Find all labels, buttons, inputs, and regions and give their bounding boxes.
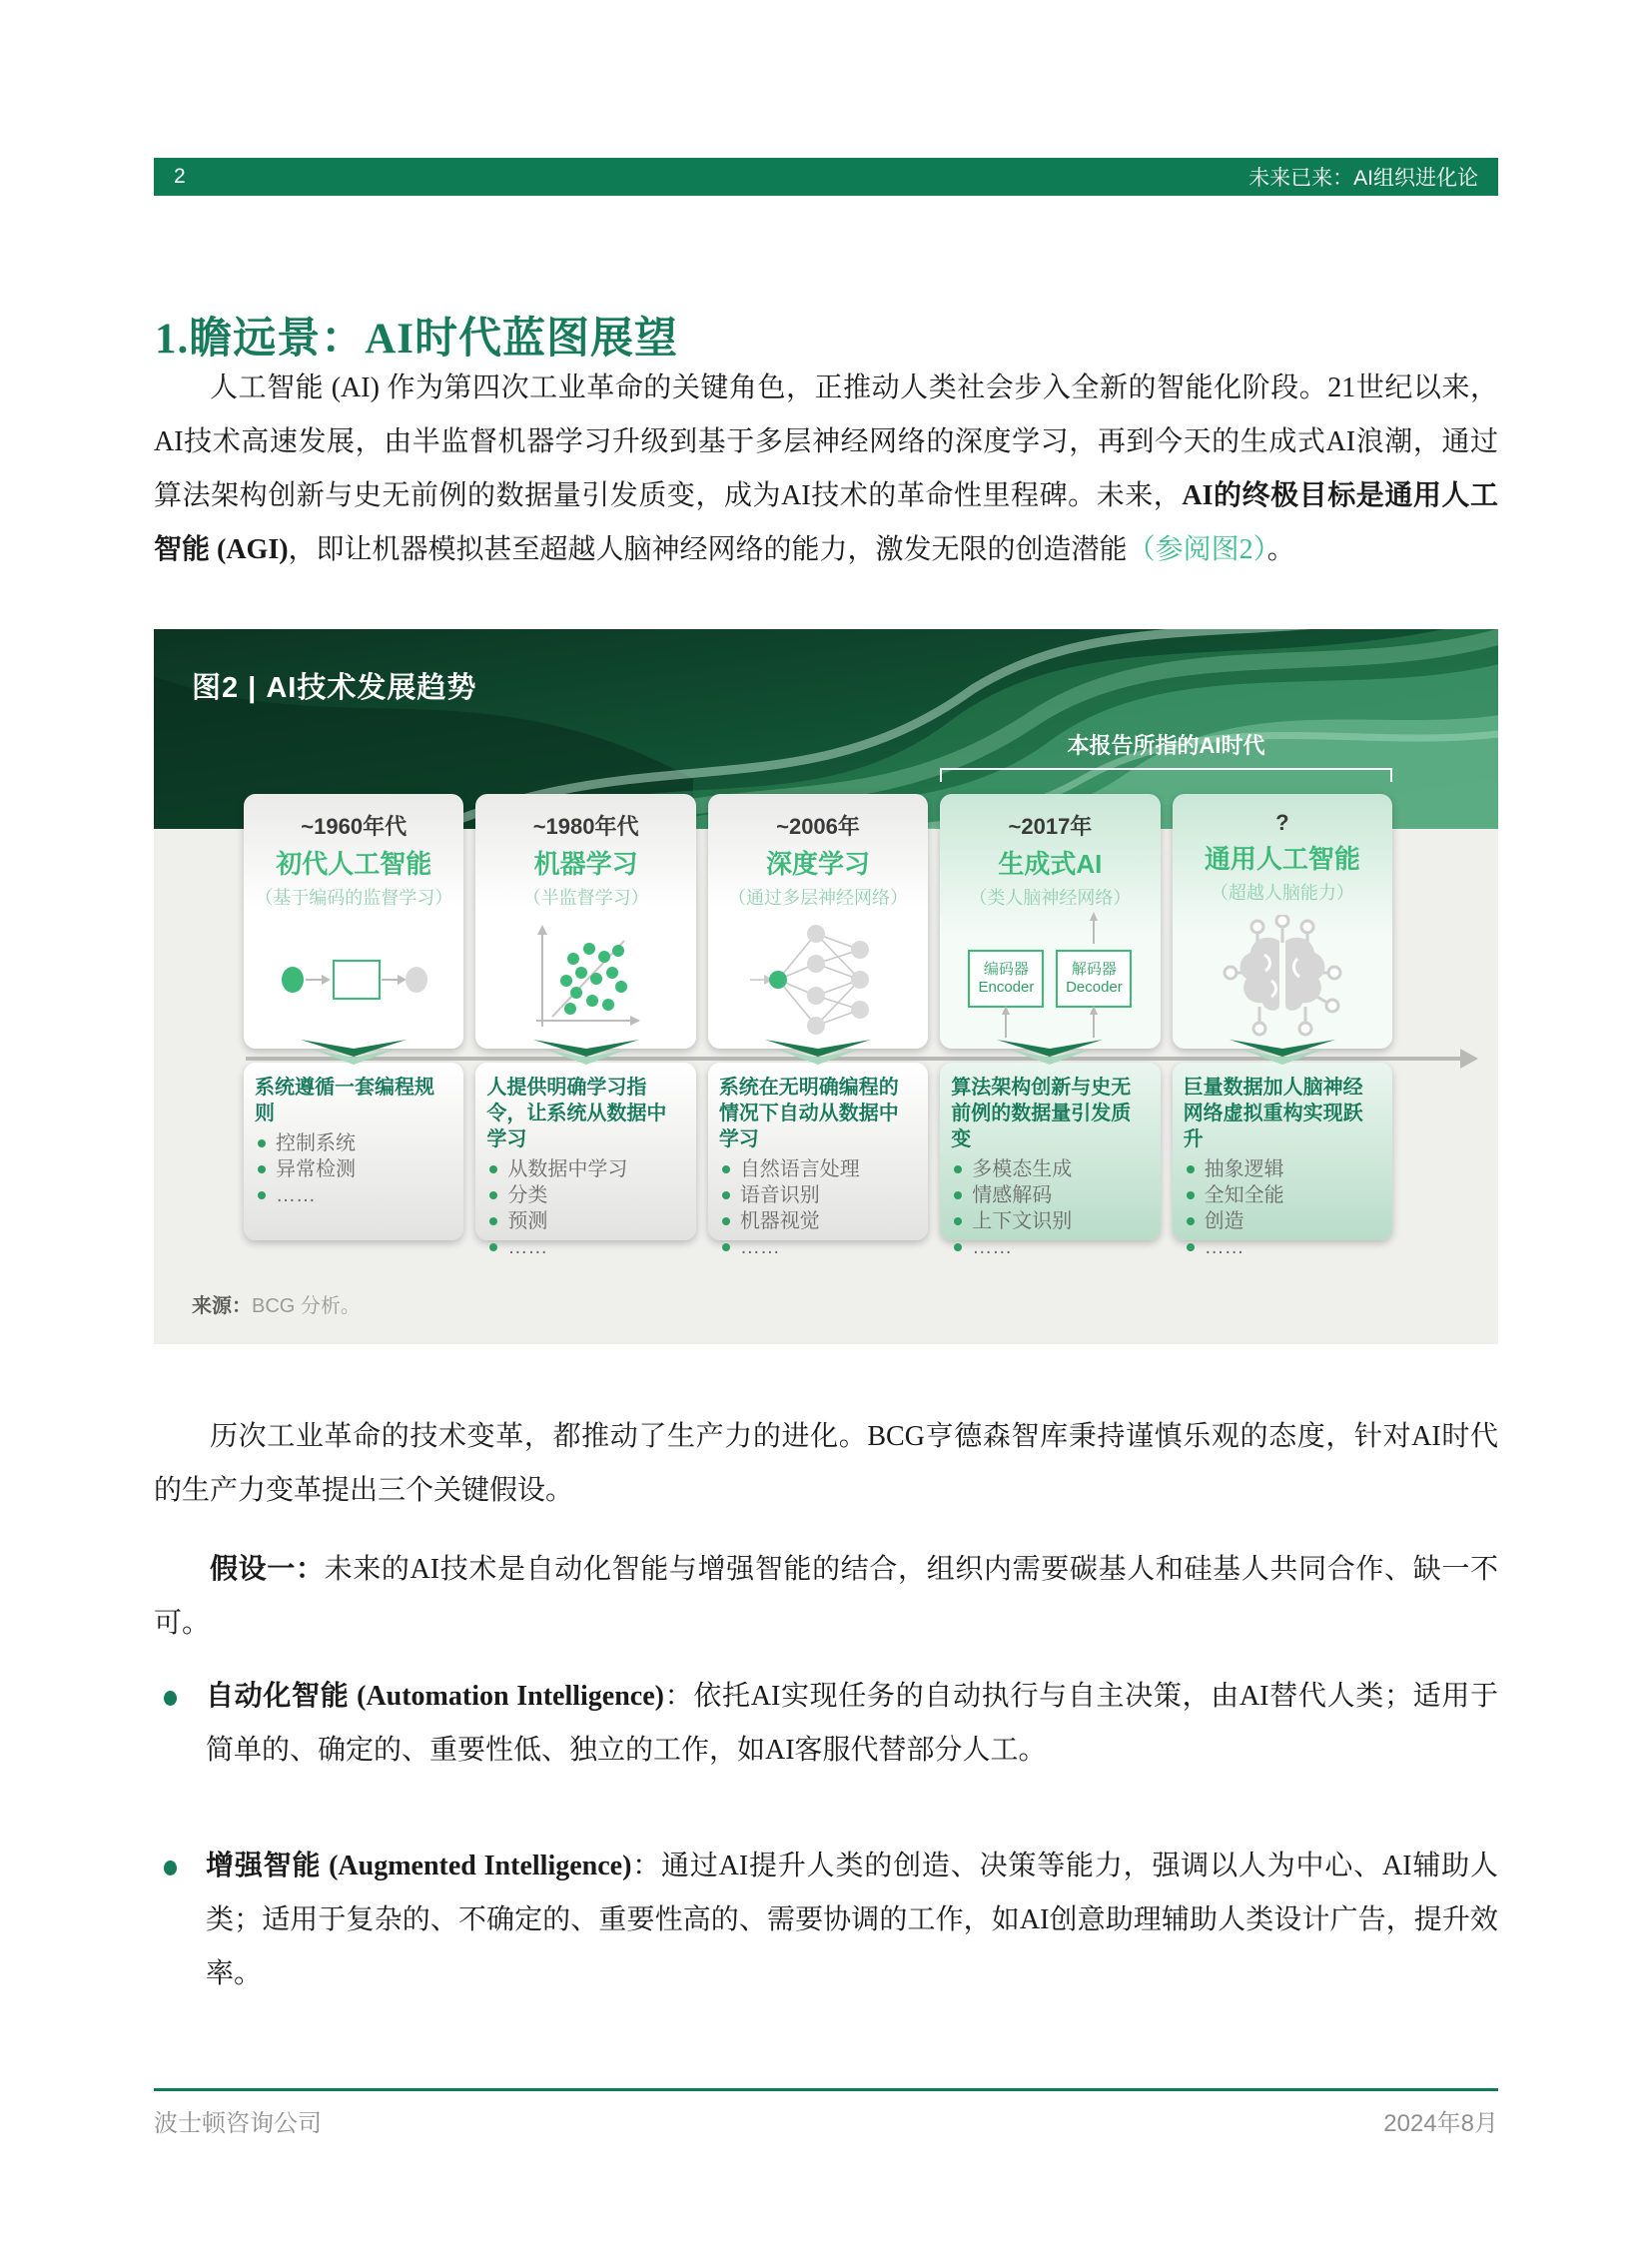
era-card-bottom xyxy=(940,1063,1160,1258)
decoder-box xyxy=(1056,950,1132,1008)
decoder-label-en: Decoder xyxy=(1066,978,1123,996)
era-card-bottom xyxy=(1173,1063,1392,1258)
era-card-bottom xyxy=(475,1063,695,1258)
era-period: ~1980年代 xyxy=(532,814,639,839)
figure-exhibit-2 xyxy=(154,629,1498,1344)
source-label: 来源： xyxy=(192,1295,252,1317)
era-bullet: …… xyxy=(486,1234,684,1260)
augmented-intelligence-text: ：通过AI提升人类的创造、决策等能力，强调以人为中心、AI辅助人类；适用于复杂的、不确定的、重要性高的、需要协调的工作，如AI创意助理辅助人类设计广告，提升效率。 xyxy=(206,1851,1498,1989)
page-header-bar xyxy=(154,158,1498,196)
era-description: 算法架构创新与史无前例的数据量引发质变 xyxy=(951,1077,1132,1150)
era-bullet: 分类 xyxy=(486,1182,684,1208)
era-bullet: 抽象逻辑 xyxy=(1184,1156,1381,1182)
era-bullet: 机器视觉 xyxy=(719,1208,917,1234)
source-text: BCG 分析。 xyxy=(252,1295,361,1317)
intro-text-1: 人工智能 (AI) 作为第四次工业革命的关键角色，正推动人类社会步入全新的智能化阶段。21世纪以来，AI技术高速发展，由半监督机器学习升级到基于多层神经网络的深度学习，再到今天的生成式AI浪潮，通过算法架构创新与史无前例的数据量引发质变，成为AI技术的革命性里程碑。未来， xyxy=(154,373,1498,511)
hypothesis-paragraph xyxy=(154,1543,1498,1651)
figure-source xyxy=(192,1289,361,1318)
chevron-down-icon xyxy=(763,1040,873,1068)
era-subtitle: （通过多层神经网络） xyxy=(728,888,909,908)
era-subtitle: （超越人脑能力） xyxy=(1210,883,1354,903)
era-bullet: …… xyxy=(1184,1234,1381,1260)
era-bullet: 情感解码 xyxy=(951,1182,1149,1208)
era-bullet: 异常检测 xyxy=(255,1156,452,1182)
definition-bullet-list xyxy=(154,1670,1498,2063)
ai-era-bracket xyxy=(940,768,1392,782)
era-bullet: 语音识别 xyxy=(719,1182,917,1208)
intro-paragraph xyxy=(154,362,1498,577)
page-footer xyxy=(154,2088,1498,2138)
ai-era-label: 本报告所指的AI时代 xyxy=(1067,733,1265,758)
era-cards-row xyxy=(244,794,1392,1258)
era-name: 深度学习 xyxy=(766,849,871,879)
era-bullet-list xyxy=(951,1156,1149,1260)
era-column-agi xyxy=(1173,794,1392,1258)
era-bullet: 多模态生成 xyxy=(951,1156,1149,1182)
era-subtitle: （基于编码的监督学习） xyxy=(255,888,453,908)
hypothesis-label: 假设一： xyxy=(210,1554,325,1585)
section-title: 1.瞻远景：AI时代蓝图展望 xyxy=(155,315,679,363)
era-bullet: 上下文识别 xyxy=(951,1208,1149,1234)
footer-date: 2024年8月 xyxy=(1383,2110,1498,2137)
augmented-intelligence-item xyxy=(154,1840,1498,2001)
era-column-machine-learning xyxy=(475,794,695,1258)
encoder-label-en: Encoder xyxy=(978,978,1035,996)
card-divider xyxy=(708,1049,928,1063)
era-bullet: 自然语言处理 xyxy=(719,1156,917,1182)
paragraph-industrial-revolutions: 历次工业革命的技术变革，都推动了生产力的进化。BCG亨德森智库秉持谨慎乐观的态度，针对AI时代的生产力变革提出三个关键假设。 xyxy=(154,1421,1498,1506)
era-card-top xyxy=(475,794,695,1049)
era-period: ~1960年代 xyxy=(301,814,408,839)
chevron-down-icon xyxy=(531,1040,641,1068)
intro-text-2: ，即让机器模拟甚至超越人脑神经网络的能力，激发无限的创造潜能 xyxy=(288,534,1128,565)
automation-intelligence-term: 自动化智能 (Automation Intelligence) xyxy=(206,1681,664,1712)
era-card-bottom xyxy=(244,1063,463,1240)
era-bullet-list xyxy=(1184,1156,1381,1260)
automation-intelligence-text: ：依托AI实现任务的自动执行与自主决策，由AI替代人类；适用于简单的、确定的、重要性低、独立的工作，如AI客服代替部分人工。 xyxy=(206,1681,1499,1766)
automation-intelligence-item xyxy=(154,1670,1498,1778)
era-bullet-list xyxy=(486,1156,684,1260)
era-period: ~2017年 xyxy=(1008,814,1093,839)
intro-text-3: 。 xyxy=(1266,534,1295,565)
era-bullet-list xyxy=(719,1156,917,1260)
decoder-label-zh: 解码器 xyxy=(1071,960,1117,978)
era-bullet-list xyxy=(255,1130,452,1208)
era-card-bottom xyxy=(708,1063,928,1258)
era-name: 通用人工智能 xyxy=(1204,844,1360,874)
brain-circuit-icon xyxy=(1173,905,1392,1049)
card-divider xyxy=(1173,1049,1392,1063)
chevron-down-icon xyxy=(299,1040,409,1068)
era-period: ~2006年 xyxy=(776,814,860,839)
era-subtitle: （半监督学习） xyxy=(522,888,649,908)
rule-pipeline-icon xyxy=(244,910,463,1049)
era-description: 系统遵循一套编程规则 xyxy=(255,1077,434,1124)
era-column-deep-learning xyxy=(708,794,928,1258)
era-subtitle: （类人脑神经网络） xyxy=(969,888,1132,908)
era-description: 人提供明确学习指令，让系统从数据中学习 xyxy=(486,1077,667,1150)
intro-emphasis: AI的终极目标是通用人工智能 (AGI) xyxy=(154,480,1498,565)
card-divider xyxy=(244,1049,463,1063)
encoder-label-zh: 编码器 xyxy=(983,960,1029,978)
encoder-box xyxy=(968,950,1044,1008)
ai-era-annotation xyxy=(940,729,1392,782)
era-description: 系统在无明确编程的情况下自动从数据中学习 xyxy=(718,1077,899,1150)
card-divider xyxy=(940,1049,1160,1063)
era-card-top xyxy=(244,794,463,1049)
era-card-top xyxy=(1173,794,1392,1049)
figure-reference-link[interactable]: （参阅图2） xyxy=(1127,534,1267,565)
chevron-down-icon xyxy=(1228,1040,1337,1068)
era-name: 机器学习 xyxy=(533,849,638,879)
scatter-plot-icon xyxy=(475,910,695,1049)
era-bullet: 创造 xyxy=(1184,1208,1381,1234)
figure-title: 图2 | AI技术发展趋势 xyxy=(192,672,477,704)
up-arrow-icon xyxy=(1093,1014,1095,1038)
era-description: 巨量数据加人脑神经网络虚拟重构实现跃升 xyxy=(1183,1077,1363,1150)
footer-company: 波士顿咨询公司 xyxy=(154,2110,322,2137)
era-bullet: 控制系统 xyxy=(255,1130,452,1156)
hypothesis-text: 未来的AI技术是自动化智能与增强智能的结合，组织内需要碳基人和硅基人共同合作、缺一不可。 xyxy=(154,1554,1498,1639)
page-number: 2 xyxy=(174,165,186,188)
era-card-top xyxy=(940,794,1160,1049)
era-bullet: 从数据中学习 xyxy=(486,1156,684,1182)
era-bullet: …… xyxy=(951,1234,1149,1260)
era-bullet: 预测 xyxy=(486,1208,684,1234)
era-bullet: …… xyxy=(255,1182,452,1208)
neural-network-icon xyxy=(708,910,928,1049)
augmented-intelligence-term: 增强智能 (Augmented Intelligence) xyxy=(206,1851,632,1881)
era-column-generative-ai xyxy=(940,794,1160,1258)
card-divider xyxy=(475,1049,695,1063)
encoder-decoder-icon xyxy=(940,910,1160,1049)
report-title: 未来已来：AI组织进化论 xyxy=(1248,167,1478,190)
era-card-top xyxy=(708,794,928,1049)
era-period: ? xyxy=(1275,810,1289,835)
era-column-early-ai xyxy=(244,794,463,1240)
chevron-down-icon xyxy=(995,1040,1105,1068)
up-arrow-icon xyxy=(1093,920,1095,944)
era-bullet: …… xyxy=(719,1234,917,1260)
era-name: 生成式AI xyxy=(998,849,1103,879)
era-name: 初代人工智能 xyxy=(276,849,432,879)
up-arrow-icon xyxy=(1005,1014,1007,1038)
era-bullet: 全知全能 xyxy=(1184,1182,1381,1208)
